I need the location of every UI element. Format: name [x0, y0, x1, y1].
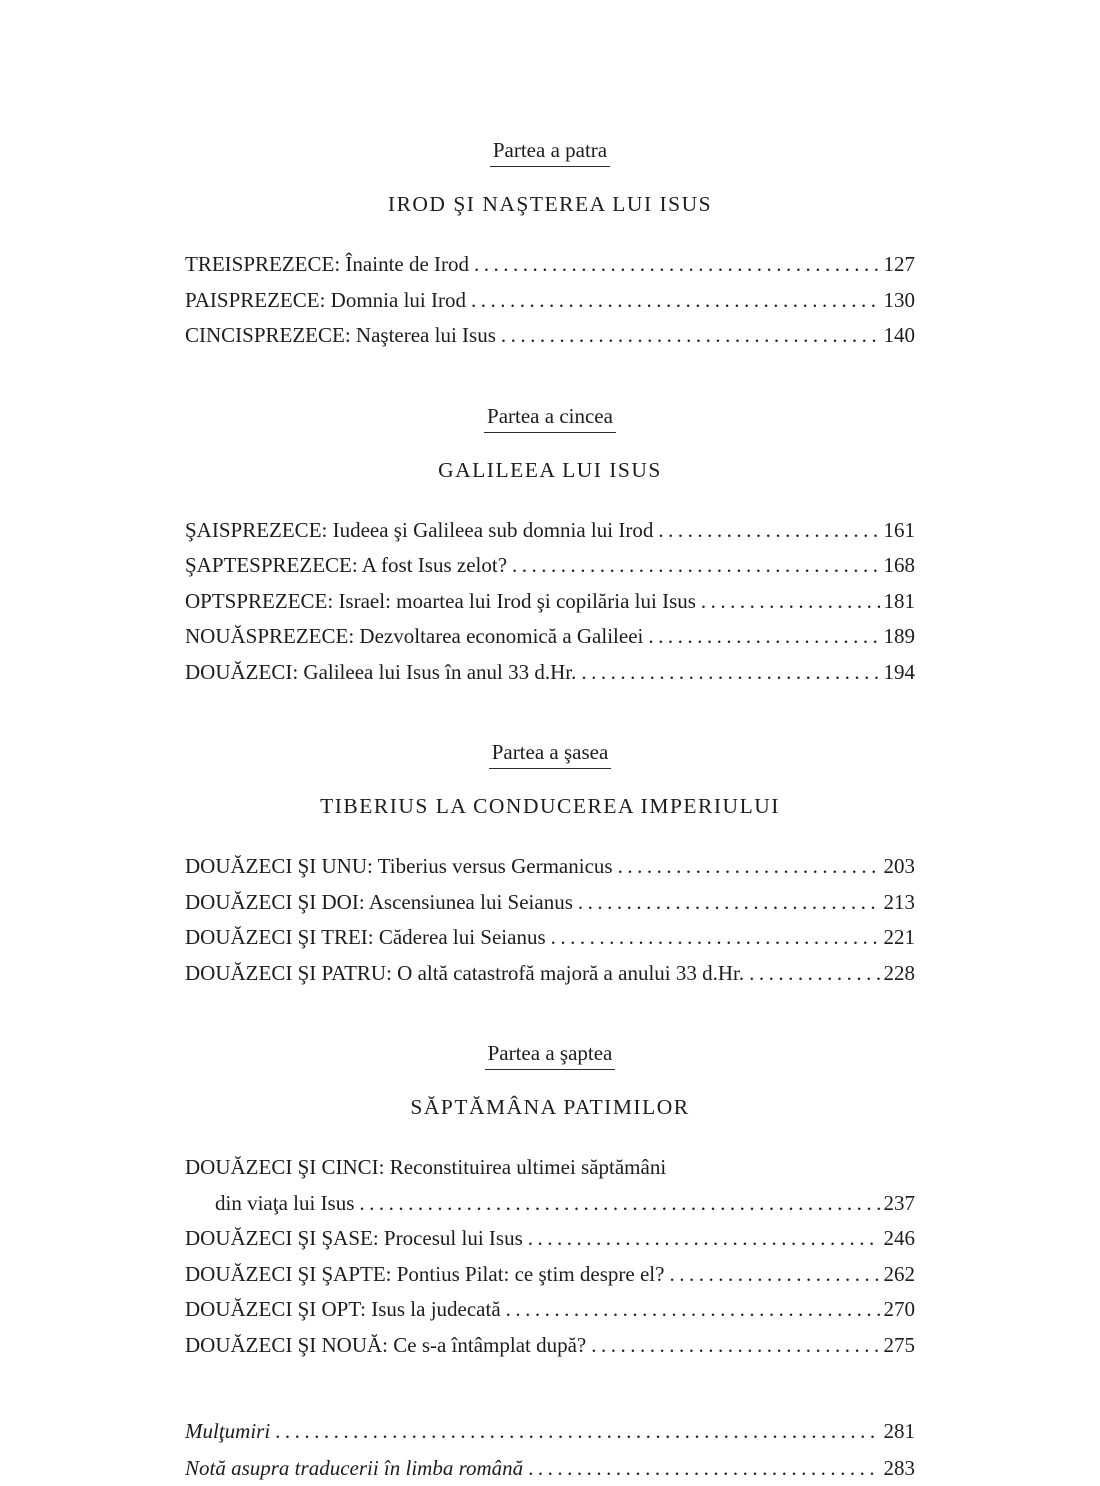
toc-entry-label: DOUĂZECI ŞI DOI: Ascensiunea lui Seianus: [185, 885, 573, 921]
toc-entry-label: DOUĂZECI ŞI ŞASE: Procesul lui Isus: [185, 1221, 523, 1257]
dot-leader: [591, 1328, 879, 1364]
dot-leader: [669, 1257, 879, 1293]
section-title: TIBERIUS LA CONDUCEREA IMPERIULUI: [185, 794, 915, 819]
dot-leader: [648, 619, 879, 655]
dot-leader: [578, 885, 880, 921]
toc-entry-label: TREISPREZECE: Înainte de Irod: [185, 247, 469, 283]
toc-entry: [185, 247, 915, 283]
toc-entry-page: 181: [884, 584, 916, 620]
toc-entry-label: PAISPREZECE: Domnia lui Irod: [185, 283, 466, 319]
toc-entry: [185, 885, 915, 921]
dot-leader: [501, 318, 880, 354]
toc-entry-page: 228: [884, 956, 916, 992]
dot-leader: [506, 1292, 880, 1328]
toc-entry-label: DOUĂZECI ŞI CINCI: Reconstituirea ultimei săptămâni: [185, 1150, 915, 1186]
toc-entry-label: Notă asupra traducerii în limba română: [185, 1450, 523, 1486]
toc-entry: [185, 1221, 915, 1257]
toc-entry: [185, 1450, 915, 1486]
toc-entry-label: Mulţumiri: [185, 1413, 270, 1450]
part-heading-text: Partea a cincea: [484, 404, 616, 433]
toc-entry: [185, 619, 915, 655]
toc-entry-label: DOUĂZECI ŞI UNU: Tiberius versus Germanicus: [185, 849, 613, 885]
toc-entry-page: 127: [884, 247, 916, 283]
toc-entry: [185, 849, 915, 885]
toc-entry-label: DOUĂZECI ŞI ŞAPTE: Pontius Pilat: ce ştim despre el?: [185, 1257, 664, 1293]
toc-entry: [185, 1413, 915, 1450]
dot-leader: [512, 548, 879, 584]
section-title: GALILEEA LUI ISUS: [185, 458, 915, 483]
dot-leader: [275, 1413, 879, 1450]
toc-entry: [185, 283, 915, 319]
part-heading: [185, 138, 915, 167]
toc-entry-page: 237: [884, 1186, 916, 1222]
dot-leader: [551, 920, 880, 956]
part-heading-text: Partea a patra: [490, 138, 610, 167]
toc-section-6: [185, 740, 915, 991]
toc-entry: [185, 513, 915, 549]
toc-entry-label: ŞAISPREZECE: Iudeea şi Galileea sub domnia lui Irod: [185, 513, 653, 549]
toc-entry-page: 283: [884, 1450, 916, 1486]
toc-section-5: [185, 404, 915, 691]
toc-entry: [185, 548, 915, 584]
toc-section-4: [185, 138, 915, 354]
dot-leader: [618, 849, 880, 885]
dot-leader: [701, 584, 880, 620]
toc-entry-page: 189: [884, 619, 916, 655]
toc-entry-page: 270: [884, 1292, 916, 1328]
toc-entry-page: 275: [884, 1328, 916, 1364]
toc-entry-page: 194: [884, 655, 916, 691]
part-heading-text: Partea a şaptea: [485, 1041, 616, 1070]
back-matter: [185, 1413, 915, 1486]
part-heading: [185, 1041, 915, 1070]
toc-entry-label-continuation: din viaţa lui Isus: [185, 1186, 354, 1222]
toc-entry-page: 168: [884, 548, 916, 584]
dot-leader: [359, 1186, 879, 1222]
toc-entry-label: DOUĂZECI ŞI NOUĂ: Ce s-a întâmplat după?: [185, 1328, 586, 1364]
toc-entry: [185, 584, 915, 620]
toc-entry-label: NOUĂSPREZECE: Dezvoltarea economică a Galileei: [185, 619, 643, 655]
toc-entry-label: CINCISPREZECE: Naşterea lui Isus: [185, 318, 496, 354]
toc-entry-page: 140: [884, 318, 916, 354]
toc-entry: [185, 956, 915, 992]
toc-entry: [185, 655, 915, 691]
toc-entry-page: 262: [884, 1257, 916, 1293]
toc-entry: [185, 1150, 915, 1221]
toc-entries: [185, 1150, 915, 1363]
toc-entry-page: 161: [884, 513, 916, 549]
toc-entry: [185, 1328, 915, 1364]
section-title: IROD ŞI NAŞTEREA LUI ISUS: [185, 192, 915, 217]
dot-leader: [581, 655, 879, 691]
toc-entry: [185, 1292, 915, 1328]
toc-entry-label: OPTSPREZECE: Israel: moartea lui Irod şi copilăria lui Isus: [185, 584, 696, 620]
toc-section-7: [185, 1041, 915, 1363]
dot-leader: [528, 1450, 879, 1486]
toc-entry-page: 281: [884, 1413, 916, 1450]
dot-leader: [658, 513, 879, 549]
toc-entries: [185, 247, 915, 354]
part-heading-text: Partea a şasea: [489, 740, 612, 769]
toc-entry-label: ŞAPTESPREZECE: A fost Isus zelot?: [185, 548, 507, 584]
part-heading: [185, 740, 915, 769]
dot-leader: [474, 247, 879, 283]
toc-entry-page: 213: [884, 885, 916, 921]
toc-entry-page: 130: [884, 283, 916, 319]
toc-entry-label: DOUĂZECI ŞI PATRU: O altă catastrofă majoră a anului 33 d.Hr.: [185, 956, 744, 992]
toc-entry-page: 246: [884, 1221, 916, 1257]
dot-leader: [749, 956, 879, 992]
toc-entry: [185, 318, 915, 354]
toc-entry: [185, 1257, 915, 1293]
dot-leader: [528, 1221, 880, 1257]
toc-entry: [185, 920, 915, 956]
toc-entry-page: 221: [884, 920, 916, 956]
toc-entries: [185, 513, 915, 691]
toc-entry-page: 203: [884, 849, 916, 885]
part-heading: [185, 404, 915, 433]
toc-entry-label: DOUĂZECI: Galileea lui Isus în anul 33 d.Hr.: [185, 655, 576, 691]
toc-entries: [185, 849, 915, 991]
toc-entry-label: DOUĂZECI ŞI TREI: Căderea lui Seianus: [185, 920, 546, 956]
toc-entry-label: DOUĂZECI ŞI OPT: Isus la judecată: [185, 1292, 501, 1328]
dot-leader: [471, 283, 880, 319]
section-title: SĂPTĂMÂNA PATIMILOR: [185, 1095, 915, 1120]
